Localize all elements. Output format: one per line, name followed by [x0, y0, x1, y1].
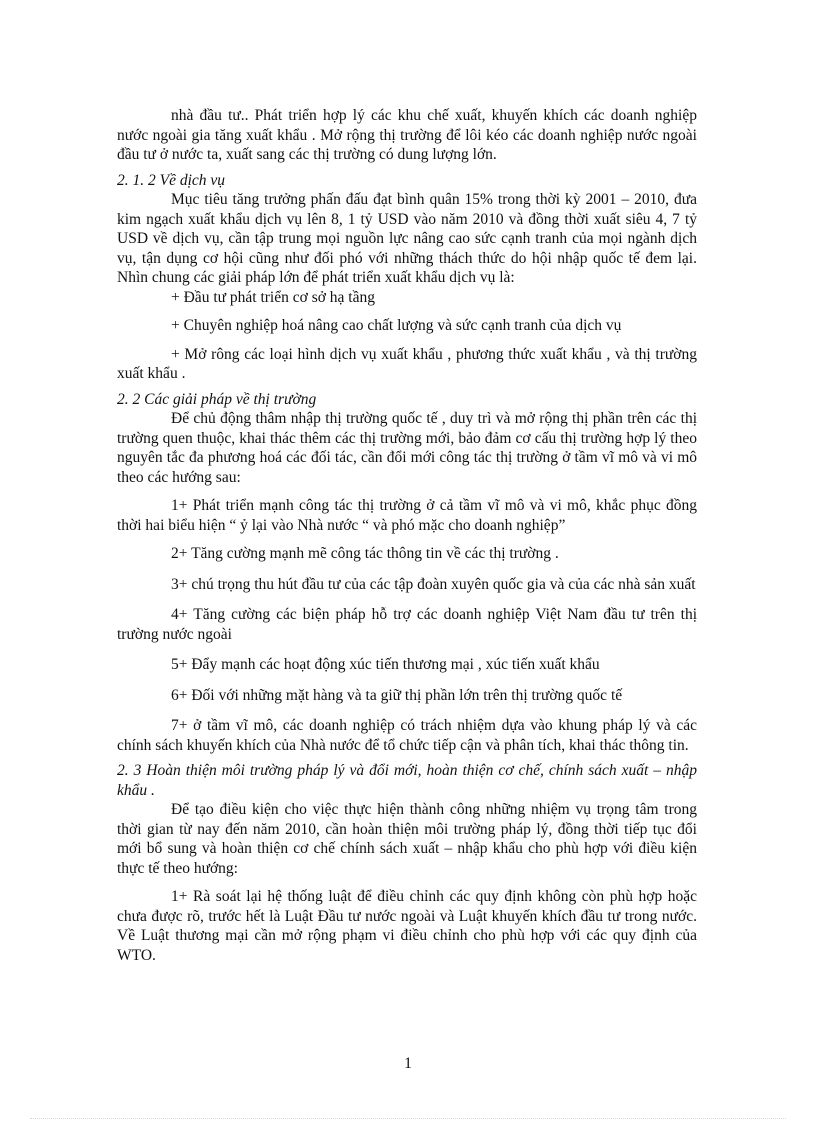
paragraph: + Mở rông các loại hình dịch vụ xuất khẩu , phương thức xuất khẩu , và thị trường xuất khẩu . — [117, 345, 697, 382]
document-page — [117, 106, 697, 965]
section-heading: 2. 1. 2 Về dịch vụ — [117, 171, 226, 189]
bottom-divider — [30, 1118, 786, 1119]
paragraph: nhà đầu tư.. Phát triển hợp lý các khu chế xuất, khuyến khích các doanh nghiệp nước ngoài gia tăng xuất khẩu . Mở rộng thị trường để lôi kéo các doanh nghiệp nước ngoài đầu tư ở nước ta, xuất sang các thị trường có dung lượng lớn. — [117, 107, 697, 163]
paragraph: 6+ Đối với những mặt hàng và ta giữ thị phần lớn trên thị trường quốc tế — [171, 686, 623, 704]
paragraph: 5+ Đẩy mạnh các hoạt động xúc tiến thương mại , xúc tiến xuất khẩu — [171, 656, 600, 673]
paragraph: 1+ Rà soát lại hệ thống luật để điều chỉnh các quy định không còn phù hợp hoặc chưa được rõ, trước hết là Luật Đầu tư nước ngoài và Luật khuyến khích đầu tư trong nước. Về Luật thương mại cần mở rộng phạm vi điều chỉnh cho phù hợp với các quy định của WTO. — [117, 888, 697, 964]
paragraph: 3+ chú trọng thu hút đầu tư của các tập đoàn xuyên quốc gia và của các nhà sản xuất — [171, 575, 696, 593]
section-heading: 2. 3 Hoàn thiện môi trường pháp lý và đổi mới, hoàn thiện cơ chế, chính sách xuất – nhập khẩu . — [117, 762, 697, 799]
paragraph: + Chuyên nghiệp hoá nâng cao chất lượng và sức cạnh tranh của dịch vụ — [171, 317, 622, 334]
paragraph: + Đầu tư phát triển cơ sở hạ tầng — [171, 288, 375, 306]
paragraph: Để tạo điều kiện cho việc thực hiện thành công những nhiệm vụ trọng tâm trong thời gian từ nay đến năm 2010, cần hoàn thiện môi trường pháp lý, đồng thời tiếp tục đổi mới bổ sung và hoàn thiện cơ chế chính sách xuất – nhập khẩu cho phù hợp với điều kiện thực tế theo hướng: — [117, 801, 697, 877]
page-number: 1 — [404, 1055, 412, 1072]
paragraph: 7+ ở tầm vĩ mô, các doanh nghiệp có trách nhiệm dựa vào khung pháp lý và các chính sách khuyến khích của Nhà nước để tổ chức tiếp cận và phân tích, khai thác thông tin. — [117, 717, 697, 754]
paragraph: 1+ Phát triển mạnh công tác thị trường ở cả tầm vĩ mô và vi mô, khắc phục đồng thời hai biểu hiện “ ỷ lại vào Nhà nước “ và phó mặc cho doanh nghiệp” — [117, 497, 697, 534]
section-heading: 2. 2 Các giải pháp về thị trường — [117, 390, 317, 408]
paragraph: 2+ Tăng cường mạnh mẽ công tác thông tin về các thị trường . — [171, 545, 559, 562]
paragraph: Mục tiêu tăng trưởng phấn đấu đạt bình quân 15% trong thời kỳ 2001 – 2010, đưa kim ngạch xuất khẩu dịch vụ lên 8, 1 tỷ USD vào năm 2010 và đồng thời xuất siêu 4, 7 tỷ USD về dịch vụ, cần tập trung mọi nguồn lực nâng cao sức cạnh tranh của mọi ngành dịch vụ, tận dụng cơ hội cũng như đối phó với những thách thức do hội nhập quốc tế đem lại. Nhìn chung các giải pháp lớn để phát triển xuất khẩu dịch vụ là: — [117, 191, 697, 286]
paragraph: 4+ Tăng cường các biện pháp hỗ trợ các doanh nghiệp Việt Nam đầu tư trên thị trường nước ngoài — [117, 606, 697, 643]
paragraph: Để chủ động thâm nhập thị trường quốc tế , duy trì và mở rộng thị phần trên các thị trường quen thuộc, khai thác thêm các thị trường mới, bảo đảm cơ cấu thị trường hợp lý theo nguyên tắc đa phương hoá các đối tác, cần đổi mới công tác thị trường ở tầm vĩ mô và vi mô theo các hướng sau: — [117, 410, 697, 486]
